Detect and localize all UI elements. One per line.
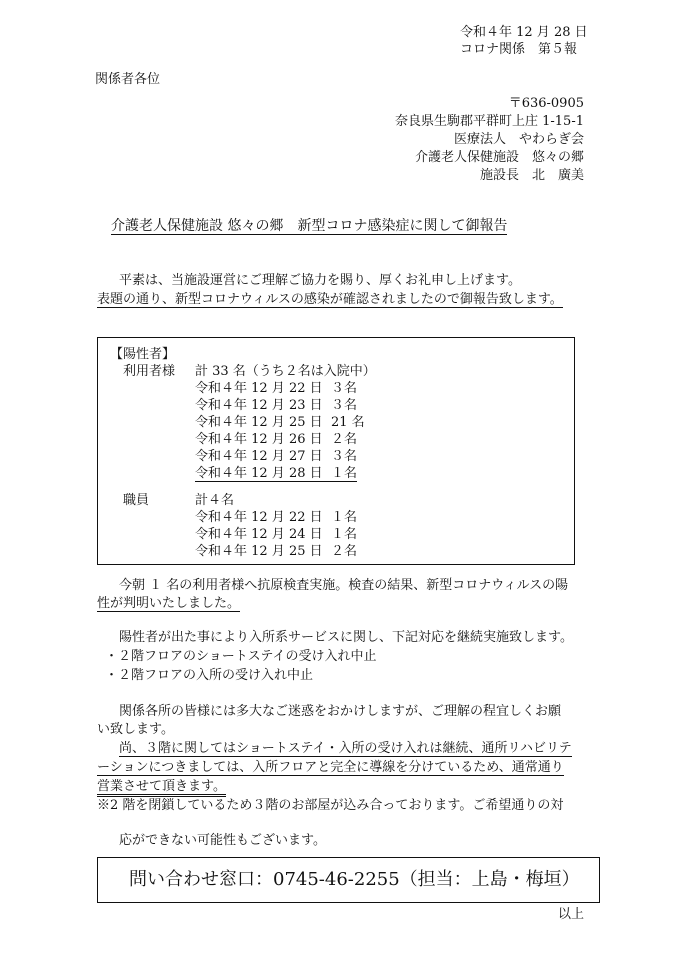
- note-line-2: 応ができない可能性もございます。: [119, 833, 326, 848]
- floor3-line-2: ーションにつきましては、入所フロアと完全に導線を分けているため、通常通り: [97, 760, 564, 775]
- apology-line-2: い致します。: [97, 722, 174, 737]
- staff-total: 計４名: [195, 493, 235, 508]
- sender-corporation: 医療法人 やわらぎ会: [453, 132, 584, 147]
- staff-row-date: 令和４年 12 月 24 日: [195, 527, 323, 542]
- document-title: 介護老人保健施設 悠々の郷 新型コロナ感染症に関して御報告: [111, 218, 508, 234]
- users-label: 利用者様: [123, 364, 176, 379]
- sender-director: 施設長 北 廣美: [479, 168, 584, 183]
- update-line-2: 性が判明いたしました。: [97, 596, 241, 611]
- update-line-1: 今朝 １ 名の利用者様へ抗原検査実施。検査の結果、新型コロナウィルスの陽: [119, 578, 569, 593]
- users-row-date: 令和４年 12 月 26 日: [195, 432, 323, 447]
- positives-heading: 【陽性者】: [110, 347, 176, 362]
- users-row-date: 令和４年 12 月 23 日: [195, 398, 323, 413]
- staff-row-count: １名: [331, 527, 358, 542]
- staff-row-count: １名: [331, 510, 358, 525]
- note-line-1: ※2 階を閉鎖しているため３階のお部屋が込み合っております。ご希望通りの対: [97, 798, 564, 813]
- intro-line-1: 平素は、当施設運営にご理解ご協力を賜り、厚くお礼申し上げます。: [119, 273, 521, 288]
- users-row-count: ３名: [331, 398, 358, 413]
- contact-info: 問い合わせ窓口：0745-46-2255（担当：上島・梅垣）: [129, 869, 580, 890]
- closing-mark: 以上: [558, 907, 585, 922]
- users-row-date: 令和４年 12 月 22 日: [195, 381, 323, 396]
- staff-row-date: 令和４年 12 月 22 日: [195, 510, 323, 525]
- measures-lead: 陽性者が出た事により入所系サービスに関し、下記対応を継続実施致します。: [119, 630, 573, 645]
- sender-facility: 介護老人保健施設 悠々の郷: [414, 150, 584, 165]
- staff-row-count: ２名: [331, 544, 358, 559]
- document-date: 令和４年 12 月 28 日: [460, 25, 588, 40]
- addressee: 関係者各位: [95, 72, 161, 87]
- users-total: 計 33 名（うち２名は入院中）: [195, 364, 376, 379]
- sender-address: 奈良県生駒郡平群町上庄 1-15-1: [394, 114, 584, 129]
- users-row-count: 21 名: [331, 415, 365, 430]
- postal-code: 〒636-0905: [508, 96, 584, 111]
- users-row-date: 令和４年 12 月 27 日: [195, 449, 323, 464]
- users-row-count: ３名: [331, 381, 358, 396]
- users-row-date: 令和４年 12 月 28 日: [195, 466, 323, 481]
- measure-item: ・２階フロアの入所の受け入れ中止: [105, 668, 314, 683]
- users-row-date: 令和４年 12 月 25 日: [195, 415, 323, 430]
- staff-label: 職員: [123, 493, 150, 508]
- measure-item: ・２階フロアのショートステイの受け入れ中止: [105, 649, 377, 664]
- users-row-count: １名: [331, 466, 358, 481]
- floor3-line-3: 営業させて頂きます。: [97, 780, 226, 797]
- users-row-count: ２名: [331, 432, 358, 447]
- users-row-count: ３名: [331, 449, 358, 464]
- apology-line-1: 関係各所の皆様には多大なご迷惑をおかけしますが、ご理解の程宜しくお願: [119, 704, 562, 719]
- staff-row-date: 令和４年 12 月 25 日: [195, 544, 323, 559]
- floor3-line-1: 尚、３階に関してはショートステイ・入所の受け入れは継続、通所リハビリテ: [119, 741, 572, 756]
- report-number: コロナ関係 第５報: [460, 42, 578, 57]
- intro-line-2: 表題の通り、新型コロナウィルスの感染が確認されましたので御報告致します。: [97, 292, 563, 307]
- users-row-latest: [195, 467, 357, 482]
